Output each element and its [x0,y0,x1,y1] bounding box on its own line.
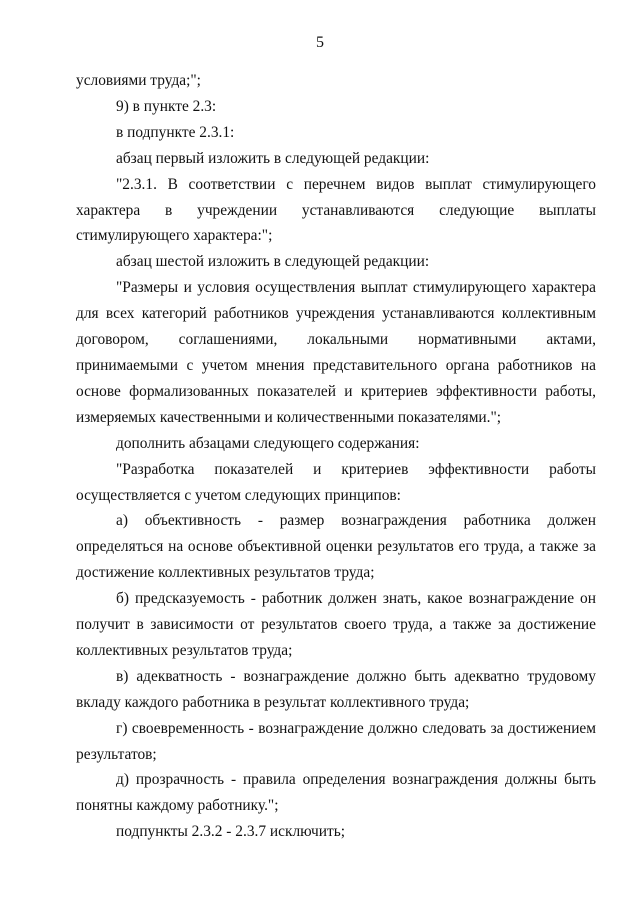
paragraph-principle-timeliness: г) своевременность - вознаграждение должно следовать за достижением результатов; [76,719,596,763]
paragraph-item-9: 9) в пункте 2.3: [116,97,217,115]
paragraph-add-abzacs-instruction: дополнить абзацами следующего содержания: [116,434,420,452]
page-number: 5 [316,34,324,51]
paragraph-exclude-subclauses: подпункты 2.3.2 - 2.3.7 исключить; [116,823,346,841]
paragraph-subclause-2-3-1: в подпункте 2.3.1: [116,123,235,141]
paragraph-principle-objectivity: а) объективность - размер вознаграждения работника должен определяться на основе объективной оценки результатов его труда, а также за достижение коллективных результатов труда; [76,512,596,582]
paragraph-quote-development: "Разработка показателей и критериев эффективности работы осуществляется с учетом следующих принципов: [76,460,596,504]
paragraph-principle-transparency: д) прозрачность - правила определения вознаграждения должны быть понятны каждому работнику."; [76,771,596,815]
paragraph-quote-2-3-1: "2.3.1. В соответствии с перечнем видов выплат стимулирующего характера в учреждении устанавливаются следующие выплаты стимулирующего характера:"; [76,175,596,245]
paragraph-sixth-abzac-instruction: абзац шестой изложить в следующей редакции: [116,253,430,271]
paragraph-first-abzac-instruction: абзац первый изложить в следующей редакции: [116,149,430,167]
paragraph-principle-predictability: б) предсказуемость - работник должен знать, какое вознаграждение он получит в зависимости от результатов своего труда, а также за достижение коллективных результатов труда; [76,590,596,659]
paragraph-principle-adequacy: в) адекватность - вознаграждение должно быть адекватно трудовому вкладу каждого работника в результат коллективного труда; [76,667,596,711]
paragraph-quote-sizes-conditions: "Размеры и условия осуществления выплат стимулирующего характера для всех категорий работников учреждения устанавливаются коллективным договором, соглашениями, локальными нормативными актами, принимаемыми с учетом мнения представительного органа работников на основе формализованных показателей и критериев эффективности работы, измеряемых качественными и количественными показателями."; [76,279,596,426]
paragraph-continuation: условиями труда;"; [76,72,201,89]
document-body [76,68,596,845]
